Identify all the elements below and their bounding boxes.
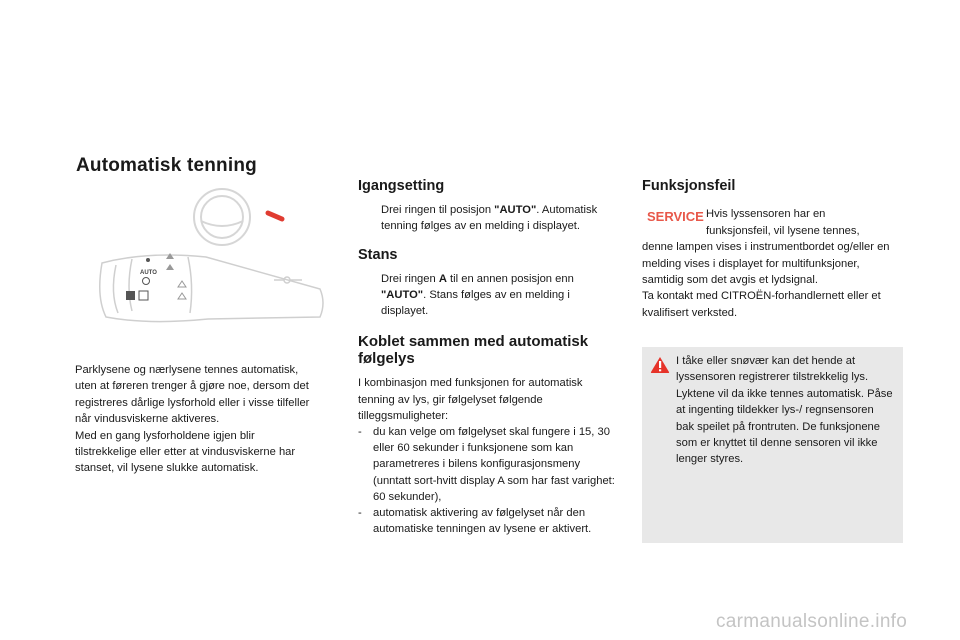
intro-line: Med en gang lysforholdene igjen blir	[75, 429, 255, 442]
page-title: Automatisk tenning	[76, 155, 257, 176]
steering-wheel-icon	[194, 189, 250, 245]
heading-funksjonsfeil: Funksjonsfeil	[642, 178, 736, 194]
list-item	[358, 505, 618, 537]
intro-text	[75, 362, 343, 477]
intro-line: uten at føreren trenger å gjøre noe, dersom det	[75, 380, 309, 393]
light-switch-illustration	[88, 185, 328, 335]
intro-line: registreres dårlige lysforhold eller i visse tilfeller	[75, 396, 310, 409]
service-text-line: funksjonsfeil, vil lysene tennes,	[706, 224, 860, 237]
middle-column	[358, 178, 618, 549]
bullet-text: Drei ringen til posisjon "AUTO". Automatisk tenning følges av en melding i displayet.	[381, 204, 598, 233]
svg-text:SERVICE: SERVICE	[647, 209, 704, 225]
dash-mark: -	[358, 507, 362, 520]
list-item-text: du kan velge om følgelyset skal fungere i 15, 30 eller 60 sekunder i funksjonene som kan parametreres i bilens konfigurasjonsmeny (unntatt sort-hvitt display A som har fast varighet: 60 sekunder),	[373, 426, 615, 503]
service-text-line: Hvis lyssensoren har en	[706, 208, 826, 221]
stalk-highlight-red	[268, 213, 282, 219]
bullet-text: Drei ringen A til en annen posisjon enn "AUTO". Stans følges av en melding i displayet.	[381, 272, 574, 318]
heading-stans: Stans	[358, 246, 398, 263]
intro-line: tilstrekkelige eller etter at vindusviskerne har	[75, 446, 296, 459]
warning-text: I tåke eller snøvær kan det hende at lyssensoren registrerer tilstrekkelig lys. Lyktene vil da ikke tennes automatisk. Påse at ingenting tildekker lys-/ regnsensoren bak speilet på frontruten. De funksjonene som er knyttet til denne sensoren vil ikke lenger styres.	[676, 355, 893, 466]
heading-igangsetting: Igangsetting	[358, 178, 445, 194]
stalk-symbols	[126, 253, 186, 300]
bullet-item	[358, 271, 618, 320]
light-switch-stalk-icon	[100, 255, 323, 322]
warning-box	[642, 347, 903, 543]
service-warning-lamp	[646, 208, 704, 225]
koblet-intro: I kombinasjon med funksjonen for automatisk tenning av lys, gir følgelyset følgende tilleggsmuligheter:	[358, 377, 583, 422]
bullet-item	[358, 202, 618, 234]
service-text-rest: denne lampen vises i instrumentbordet og/eller en melding vises i displayet for multifunksjoner, samtidig som det avgis et lydsignal.	[642, 241, 890, 287]
watermark: carmanualsonline.info	[716, 611, 908, 632]
service-contact: Ta kontakt med CITROËN-forhandlernett eller et kvalifisert verksted.	[642, 290, 881, 319]
service-row	[642, 206, 904, 321]
intro-line: stanset, vil lysene slukke automatisk.	[75, 462, 259, 475]
section-igangsetting	[358, 178, 618, 235]
section-koblet	[358, 333, 618, 537]
intro-line: når vindusviskerne aktiveres.	[75, 413, 220, 426]
warning-icon	[650, 356, 670, 374]
list-item	[358, 424, 618, 505]
heading-koblet: Koblet sammen med automatisk følgelys	[358, 333, 589, 368]
section-stans	[358, 247, 618, 320]
intro-line: Parklysene og nærlysene tennes automatisk,	[75, 364, 299, 376]
right-column	[642, 178, 904, 321]
list-item-text: automatisk aktivering av følgelyset når den automatiske tenningen av lysene er aktivert.	[373, 507, 592, 536]
auto-label: AUTO	[140, 270, 157, 276]
dash-mark: -	[358, 426, 362, 439]
